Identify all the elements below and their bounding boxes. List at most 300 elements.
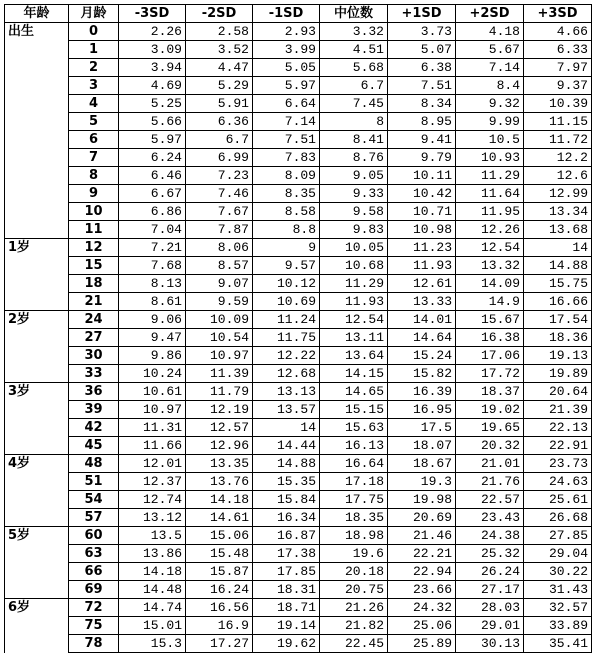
value-cell: 8.41 <box>320 131 388 149</box>
value-cell: 8.95 <box>388 113 456 131</box>
value-cell: 9.41 <box>388 131 456 149</box>
age-cell: 1岁 <box>5 239 69 257</box>
value-cell: 11.64 <box>456 185 524 203</box>
value-cell: 11.39 <box>186 365 253 383</box>
table-row <box>5 563 592 581</box>
value-cell: 17.75 <box>320 491 388 509</box>
value-cell: 23.43 <box>456 509 524 527</box>
table-row <box>5 95 592 113</box>
value-cell: 3.32 <box>320 23 388 41</box>
value-cell: 19.98 <box>388 491 456 509</box>
value-cell: 14.18 <box>186 491 253 509</box>
header-row <box>5 5 592 23</box>
value-cell: 15.35 <box>253 473 320 491</box>
value-cell: 30.13 <box>456 635 524 653</box>
value-cell: 21.46 <box>388 527 456 545</box>
value-cell: 14.44 <box>253 437 320 455</box>
value-cell: 19.62 <box>253 635 320 653</box>
value-cell: 11.66 <box>119 437 186 455</box>
value-cell: 20.69 <box>388 509 456 527</box>
table-row <box>5 239 592 257</box>
age-cell <box>5 545 69 563</box>
value-cell: 14.09 <box>456 275 524 293</box>
value-cell: 9.79 <box>388 149 456 167</box>
value-cell: 11.75 <box>253 329 320 347</box>
value-cell: 19.02 <box>456 401 524 419</box>
value-cell: 16.66 <box>524 293 592 311</box>
value-cell: 17.06 <box>456 347 524 365</box>
value-cell: 10.11 <box>388 167 456 185</box>
value-cell: 7.04 <box>119 221 186 239</box>
table-row <box>5 473 592 491</box>
age-cell <box>5 59 69 77</box>
age-cell: 3岁 <box>5 383 69 401</box>
age-cell <box>5 401 69 419</box>
table-row <box>5 149 592 167</box>
month-cell: 63 <box>69 545 119 563</box>
value-cell: 5.91 <box>186 95 253 113</box>
month-cell: 36 <box>69 383 119 401</box>
value-cell: 18.37 <box>456 383 524 401</box>
value-cell: 10.54 <box>186 329 253 347</box>
value-cell: 19.13 <box>524 347 592 365</box>
value-cell: 3.73 <box>388 23 456 41</box>
table-row <box>5 581 592 599</box>
value-cell: 13.5 <box>119 527 186 545</box>
month-cell: 6 <box>69 131 119 149</box>
age-cell <box>5 41 69 59</box>
month-cell: 5 <box>69 113 119 131</box>
value-cell: 6.36 <box>186 113 253 131</box>
value-cell: 8.57 <box>186 257 253 275</box>
value-cell: 14 <box>524 239 592 257</box>
month-cell: 42 <box>69 419 119 437</box>
value-cell: 24.38 <box>456 527 524 545</box>
value-cell: 3.94 <box>119 59 186 77</box>
value-cell: 30.22 <box>524 563 592 581</box>
value-cell: 25.61 <box>524 491 592 509</box>
value-cell: 6.86 <box>119 203 186 221</box>
value-cell: 7.87 <box>186 221 253 239</box>
month-cell: 45 <box>69 437 119 455</box>
month-cell: 66 <box>69 563 119 581</box>
value-cell: 18.98 <box>320 527 388 545</box>
age-cell: 5岁 <box>5 527 69 545</box>
age-cell <box>5 365 69 383</box>
value-cell: 6.38 <box>388 59 456 77</box>
value-cell: 10.97 <box>119 401 186 419</box>
value-cell: 8.06 <box>186 239 253 257</box>
value-cell: 10.97 <box>186 347 253 365</box>
value-cell: 8.61 <box>119 293 186 311</box>
value-cell: 7.46 <box>186 185 253 203</box>
value-cell: 13.33 <box>388 293 456 311</box>
value-cell: 29.04 <box>524 545 592 563</box>
value-cell: 13.86 <box>119 545 186 563</box>
value-cell: 10.68 <box>320 257 388 275</box>
age-cell <box>5 491 69 509</box>
table-row <box>5 23 592 41</box>
value-cell: 35.41 <box>524 635 592 653</box>
value-cell: 12.68 <box>253 365 320 383</box>
value-cell: 15.63 <box>320 419 388 437</box>
table-row <box>5 311 592 329</box>
value-cell: 8 <box>320 113 388 131</box>
value-cell: 11.15 <box>524 113 592 131</box>
value-cell: 8.76 <box>320 149 388 167</box>
value-cell: 15.82 <box>388 365 456 383</box>
value-cell: 2.26 <box>119 23 186 41</box>
value-cell: 15.3 <box>119 635 186 653</box>
month-cell: 78 <box>69 635 119 653</box>
value-cell: 9.58 <box>320 203 388 221</box>
value-cell: 5.29 <box>186 77 253 95</box>
value-cell: 13.34 <box>524 203 592 221</box>
value-cell: 12.6 <box>524 167 592 185</box>
age-cell <box>5 473 69 491</box>
value-cell: 13.57 <box>253 401 320 419</box>
table-row <box>5 347 592 365</box>
value-cell: 19.6 <box>320 545 388 563</box>
table-row <box>5 599 592 617</box>
value-cell: 12.74 <box>119 491 186 509</box>
value-cell: 20.18 <box>320 563 388 581</box>
age-cell <box>5 329 69 347</box>
age-cell <box>5 635 69 653</box>
value-cell: 5.05 <box>253 59 320 77</box>
column-header: -2SD <box>186 5 253 23</box>
value-cell: 10.12 <box>253 275 320 293</box>
value-cell: 14.48 <box>119 581 186 599</box>
value-cell: 25.89 <box>388 635 456 653</box>
value-cell: 14.74 <box>119 599 186 617</box>
value-cell: 7.14 <box>253 113 320 131</box>
value-cell: 6.99 <box>186 149 253 167</box>
value-cell: 5.07 <box>388 41 456 59</box>
value-cell: 20.32 <box>456 437 524 455</box>
value-cell: 14.64 <box>388 329 456 347</box>
table-row <box>5 527 592 545</box>
value-cell: 14.01 <box>388 311 456 329</box>
value-cell: 7.23 <box>186 167 253 185</box>
value-cell: 11.93 <box>320 293 388 311</box>
column-header: -1SD <box>253 5 320 23</box>
table-row <box>5 41 592 59</box>
value-cell: 13.35 <box>186 455 253 473</box>
column-header: +1SD <box>388 5 456 23</box>
value-cell: 16.95 <box>388 401 456 419</box>
value-cell: 22.21 <box>388 545 456 563</box>
value-cell: 4.51 <box>320 41 388 59</box>
value-cell: 6.24 <box>119 149 186 167</box>
column-header: +3SD <box>524 5 592 23</box>
month-cell: 18 <box>69 275 119 293</box>
age-cell: 出生 <box>5 23 69 41</box>
value-cell: 8.58 <box>253 203 320 221</box>
value-cell: 11.72 <box>524 131 592 149</box>
value-cell: 21.82 <box>320 617 388 635</box>
month-cell: 27 <box>69 329 119 347</box>
table-row <box>5 437 592 455</box>
value-cell: 8.34 <box>388 95 456 113</box>
value-cell: 14.61 <box>186 509 253 527</box>
value-cell: 26.68 <box>524 509 592 527</box>
month-cell: 7 <box>69 149 119 167</box>
age-cell <box>5 221 69 239</box>
value-cell: 27.85 <box>524 527 592 545</box>
month-cell: 72 <box>69 599 119 617</box>
value-cell: 15.15 <box>320 401 388 419</box>
column-header: 月龄 <box>69 5 119 23</box>
value-cell: 22.94 <box>388 563 456 581</box>
month-cell: 2 <box>69 59 119 77</box>
value-cell: 9.83 <box>320 221 388 239</box>
value-cell: 22.13 <box>524 419 592 437</box>
value-cell: 22.57 <box>456 491 524 509</box>
value-cell: 9.86 <box>119 347 186 365</box>
table-row <box>5 77 592 95</box>
value-cell: 4.69 <box>119 77 186 95</box>
value-cell: 12.2 <box>524 149 592 167</box>
value-cell: 12.54 <box>320 311 388 329</box>
month-cell: 54 <box>69 491 119 509</box>
value-cell: 9.47 <box>119 329 186 347</box>
table-row <box>5 293 592 311</box>
value-cell: 23.73 <box>524 455 592 473</box>
value-cell: 8.13 <box>119 275 186 293</box>
value-cell: 9.59 <box>186 293 253 311</box>
age-cell <box>5 347 69 365</box>
month-cell: 60 <box>69 527 119 545</box>
month-cell: 30 <box>69 347 119 365</box>
value-cell: 15.01 <box>119 617 186 635</box>
month-cell: 0 <box>69 23 119 41</box>
value-cell: 29.01 <box>456 617 524 635</box>
value-cell: 15.24 <box>388 347 456 365</box>
value-cell: 13.76 <box>186 473 253 491</box>
value-cell: 10.24 <box>119 365 186 383</box>
table-row <box>5 491 592 509</box>
value-cell: 10.61 <box>119 383 186 401</box>
value-cell: 27.17 <box>456 581 524 599</box>
value-cell: 5.66 <box>119 113 186 131</box>
value-cell: 6.67 <box>119 185 186 203</box>
value-cell: 7.45 <box>320 95 388 113</box>
value-cell: 11.29 <box>320 275 388 293</box>
value-cell: 20.64 <box>524 383 592 401</box>
value-cell: 12.57 <box>186 419 253 437</box>
table-row <box>5 365 592 383</box>
value-cell: 7.14 <box>456 59 524 77</box>
value-cell: 18.31 <box>253 581 320 599</box>
value-cell: 6.7 <box>320 77 388 95</box>
value-cell: 7.21 <box>119 239 186 257</box>
value-cell: 24.32 <box>388 599 456 617</box>
age-cell <box>5 581 69 599</box>
value-cell: 26.24 <box>456 563 524 581</box>
value-cell: 16.34 <box>253 509 320 527</box>
value-cell: 17.27 <box>186 635 253 653</box>
month-cell: 11 <box>69 221 119 239</box>
value-cell: 7.51 <box>388 77 456 95</box>
value-cell: 8.8 <box>253 221 320 239</box>
value-cell: 19.65 <box>456 419 524 437</box>
value-cell: 14.88 <box>253 455 320 473</box>
value-cell: 18.71 <box>253 599 320 617</box>
value-cell: 25.32 <box>456 545 524 563</box>
value-cell: 21.26 <box>320 599 388 617</box>
value-cell: 20.75 <box>320 581 388 599</box>
age-cell <box>5 437 69 455</box>
value-cell: 6.64 <box>253 95 320 113</box>
value-cell: 21.39 <box>524 401 592 419</box>
value-cell: 11.29 <box>456 167 524 185</box>
value-cell: 16.56 <box>186 599 253 617</box>
value-cell: 12.01 <box>119 455 186 473</box>
value-cell: 33.89 <box>524 617 592 635</box>
value-cell: 11.79 <box>186 383 253 401</box>
value-cell: 15.48 <box>186 545 253 563</box>
value-cell: 11.23 <box>388 239 456 257</box>
value-cell: 22.45 <box>320 635 388 653</box>
month-cell: 21 <box>69 293 119 311</box>
value-cell: 17.5 <box>388 419 456 437</box>
value-cell: 12.61 <box>388 275 456 293</box>
value-cell: 10.71 <box>388 203 456 221</box>
month-cell: 57 <box>69 509 119 527</box>
value-cell: 25.06 <box>388 617 456 635</box>
value-cell: 10.42 <box>388 185 456 203</box>
value-cell: 16.87 <box>253 527 320 545</box>
value-cell: 16.24 <box>186 581 253 599</box>
table-row <box>5 329 592 347</box>
month-cell: 1 <box>69 41 119 59</box>
value-cell: 9.05 <box>320 167 388 185</box>
value-cell: 8.09 <box>253 167 320 185</box>
value-cell: 6.46 <box>119 167 186 185</box>
table-row <box>5 185 592 203</box>
table-row <box>5 131 592 149</box>
value-cell: 13.64 <box>320 347 388 365</box>
weight-for-age-table <box>4 4 592 653</box>
value-cell: 13.32 <box>456 257 524 275</box>
value-cell: 10.05 <box>320 239 388 257</box>
table-row <box>5 401 592 419</box>
value-cell: 5.67 <box>456 41 524 59</box>
value-cell: 18.67 <box>388 455 456 473</box>
value-cell: 9.32 <box>456 95 524 113</box>
value-cell: 10.5 <box>456 131 524 149</box>
age-cell <box>5 131 69 149</box>
age-cell <box>5 509 69 527</box>
age-cell <box>5 167 69 185</box>
age-cell: 4岁 <box>5 455 69 473</box>
value-cell: 9 <box>253 239 320 257</box>
value-cell: 17.85 <box>253 563 320 581</box>
value-cell: 21.01 <box>456 455 524 473</box>
value-cell: 17.18 <box>320 473 388 491</box>
value-cell: 14 <box>253 419 320 437</box>
value-cell: 12.22 <box>253 347 320 365</box>
value-cell: 11.31 <box>119 419 186 437</box>
value-cell: 7.51 <box>253 131 320 149</box>
value-cell: 16.39 <box>388 383 456 401</box>
value-cell: 5.97 <box>119 131 186 149</box>
value-cell: 13.13 <box>253 383 320 401</box>
value-cell: 9.37 <box>524 77 592 95</box>
value-cell: 15.84 <box>253 491 320 509</box>
value-cell: 9.99 <box>456 113 524 131</box>
value-cell: 17.54 <box>524 311 592 329</box>
value-cell: 14.65 <box>320 383 388 401</box>
table-row <box>5 383 592 401</box>
value-cell: 19.14 <box>253 617 320 635</box>
column-header: 年龄 <box>5 5 69 23</box>
value-cell: 6.33 <box>524 41 592 59</box>
table-row <box>5 617 592 635</box>
value-cell: 19.3 <box>388 473 456 491</box>
value-cell: 2.58 <box>186 23 253 41</box>
value-cell: 12.26 <box>456 221 524 239</box>
table-row <box>5 59 592 77</box>
value-cell: 15.06 <box>186 527 253 545</box>
value-cell: 4.47 <box>186 59 253 77</box>
value-cell: 17.38 <box>253 545 320 563</box>
value-cell: 12.99 <box>524 185 592 203</box>
age-cell <box>5 293 69 311</box>
month-cell: 48 <box>69 455 119 473</box>
value-cell: 12.19 <box>186 401 253 419</box>
month-cell: 8 <box>69 167 119 185</box>
value-cell: 10.98 <box>388 221 456 239</box>
value-cell: 2.93 <box>253 23 320 41</box>
age-cell <box>5 149 69 167</box>
table-row <box>5 419 592 437</box>
value-cell: 12.37 <box>119 473 186 491</box>
age-cell <box>5 419 69 437</box>
month-cell: 10 <box>69 203 119 221</box>
value-cell: 4.18 <box>456 23 524 41</box>
age-cell <box>5 203 69 221</box>
value-cell: 23.66 <box>388 581 456 599</box>
column-header: +2SD <box>456 5 524 23</box>
table-row <box>5 635 592 653</box>
value-cell: 12.54 <box>456 239 524 257</box>
month-cell: 9 <box>69 185 119 203</box>
value-cell: 11.24 <box>253 311 320 329</box>
value-cell: 32.57 <box>524 599 592 617</box>
value-cell: 18.36 <box>524 329 592 347</box>
value-cell: 19.89 <box>524 365 592 383</box>
column-header: 中位数 <box>320 5 388 23</box>
value-cell: 6.7 <box>186 131 253 149</box>
value-cell: 5.97 <box>253 77 320 95</box>
value-cell: 16.9 <box>186 617 253 635</box>
table-row <box>5 509 592 527</box>
value-cell: 12.96 <box>186 437 253 455</box>
value-cell: 9.33 <box>320 185 388 203</box>
value-cell: 3.09 <box>119 41 186 59</box>
value-cell: 15.75 <box>524 275 592 293</box>
month-cell: 75 <box>69 617 119 635</box>
value-cell: 21.76 <box>456 473 524 491</box>
table-row <box>5 167 592 185</box>
month-cell: 39 <box>69 401 119 419</box>
table-body <box>5 23 592 653</box>
value-cell: 10.93 <box>456 149 524 167</box>
value-cell: 14.88 <box>524 257 592 275</box>
value-cell: 16.38 <box>456 329 524 347</box>
